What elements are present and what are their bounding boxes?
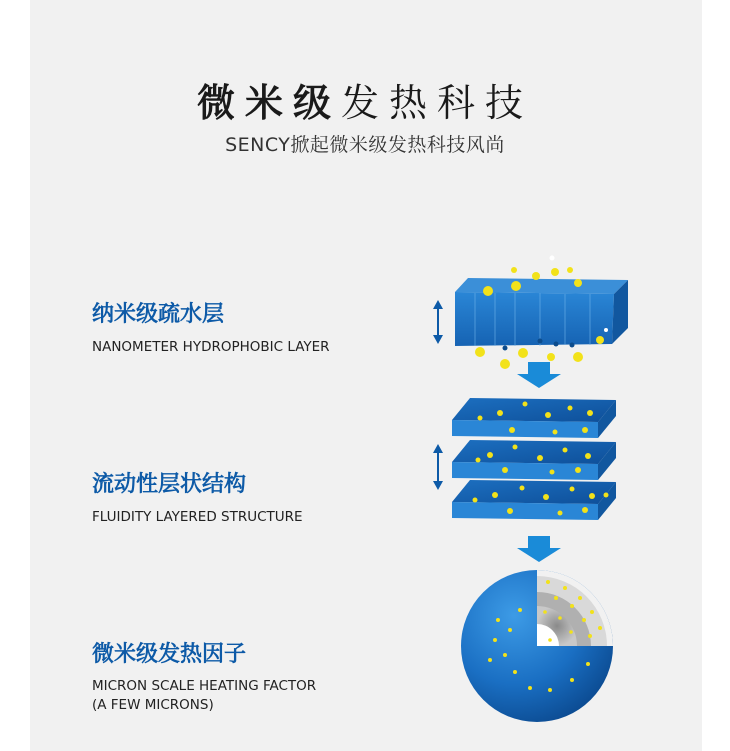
section-3-subtitle: MICRON SCALE HEATING FACTOR: [92, 678, 317, 694]
section-3-subtitle-2: (A FEW MICRONS): [92, 697, 214, 713]
section-2-title: 流动性层状结构: [92, 472, 247, 497]
double-arrow-icon: [433, 300, 443, 344]
page-subtitle: SENCY掀起微米级发热科技风尚: [225, 134, 505, 156]
down-arrow-icon: [517, 362, 561, 388]
section-1-subtitle: NANOMETER HYDROPHOBIC LAYER: [92, 339, 330, 355]
section-2-subtitle: FLUIDITY LAYERED STRUCTURE: [92, 509, 303, 525]
section-3-title: 微米级发热因子: [92, 642, 247, 667]
hydrophobic-layer-graphic: [455, 256, 628, 370]
title-light: 发热科技: [341, 81, 534, 125]
layered-structure-graphic: [452, 398, 616, 520]
down-arrow-icon: [517, 536, 561, 562]
section-1-title: 纳米级疏水层: [92, 302, 225, 327]
double-arrow-icon: [433, 444, 443, 490]
heating-factor-sphere: [461, 570, 613, 722]
title-bold: 微米级: [196, 81, 341, 125]
